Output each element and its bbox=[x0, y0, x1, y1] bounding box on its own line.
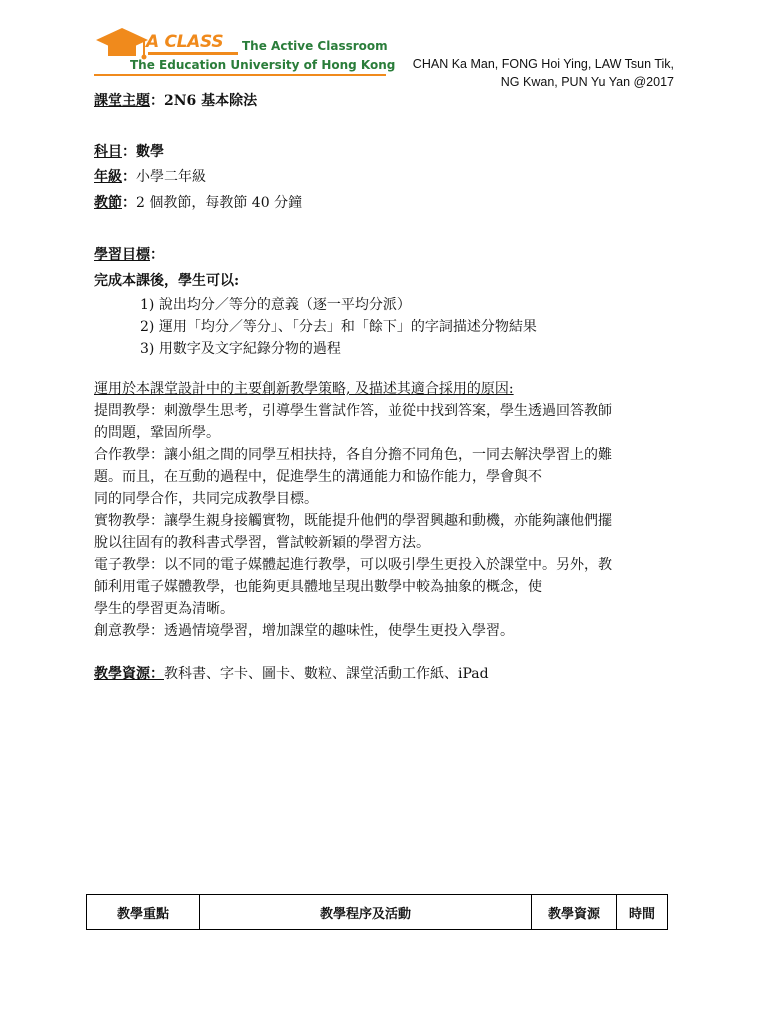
column-header-focus: 教學重點 bbox=[87, 895, 200, 930]
authors bbox=[413, 55, 674, 91]
lesson-plan-table bbox=[86, 894, 668, 930]
authors-line-1: CHAN Ka Man, FONG Hoi Ying, LAW Tsun Tik, bbox=[412, 57, 674, 71]
logo-university: The Education University of Hong Kong bbox=[130, 58, 396, 72]
strategy-line: 電子教學：以不同的電子媒體起進行教學，可以吸引學生更投入於課堂中。另外，教 bbox=[94, 557, 612, 573]
objective-item-3: 3) 用數字及文字紀錄分物的過程 bbox=[140, 341, 341, 357]
topic-label: 課堂主題 bbox=[94, 93, 150, 109]
objectives-heading-colon: ： bbox=[150, 247, 164, 263]
periods-label: 教節 bbox=[94, 195, 122, 211]
authors-line-2: NG Kwan, PUN Yu Yan @2017 bbox=[500, 75, 674, 89]
objectives-heading-label: 學習目標 bbox=[94, 247, 150, 263]
subject-line bbox=[94, 142, 164, 162]
grade-value: 小學二年級 bbox=[136, 169, 206, 185]
strategy-line: 師利用電子媒體教學，也能夠更具體地呈現出數學中較為抽象的概念，使 bbox=[94, 579, 542, 595]
column-header-resources: 教學資源 bbox=[532, 895, 617, 930]
grade-line bbox=[94, 167, 206, 187]
logo-tagline: The Active Classroom bbox=[242, 39, 388, 53]
strategy-line: 提問教學：刺激學生思考，引導學生嘗試作答，並從中找到答案，學生透過回答教師 bbox=[94, 403, 612, 419]
logo-brand: A CLASS bbox=[146, 32, 224, 52]
strategy-line: 創意教學：透過情境學習，增加課堂的趣味性，使學生更投入學習。 bbox=[94, 623, 514, 639]
periods-colon: ： bbox=[122, 195, 136, 211]
grade-label: 年級 bbox=[94, 169, 122, 185]
resources-line bbox=[94, 664, 489, 684]
resources-label: 教學資源： bbox=[94, 666, 164, 682]
periods-value: 2 個教節，每教節 40 分鐘 bbox=[136, 195, 303, 211]
topic-line bbox=[94, 91, 257, 111]
column-header-activities: 教學程序及活動 bbox=[200, 895, 532, 930]
strategy-line: 合作教學：讓小組之間的同學互相扶持，各自分擔不同角色，一同去解決學習上的難 bbox=[94, 447, 612, 463]
objective-item-1: 1) 說出均分／等分的意義（逐一平均分派） bbox=[140, 297, 411, 313]
grade-colon: ： bbox=[122, 169, 136, 185]
objectives-intro: 完成本課後，學生可以: bbox=[94, 273, 240, 289]
strategy-line: 學生的學習更為清晰。 bbox=[94, 601, 234, 617]
table-header-row bbox=[87, 895, 668, 930]
strategy-line: 題。而且，在互動的過程中，促進學生的溝通能力和協作能力，學會與不 bbox=[94, 469, 542, 485]
objective-item-2: 2) 運用「均分／等分」、「分去」和「餘下」的字詞描述分物結果 bbox=[140, 319, 537, 335]
topic-colon: ： bbox=[150, 93, 164, 109]
subject-value: 數學 bbox=[136, 144, 164, 160]
aclass-logo bbox=[94, 22, 396, 76]
periods-line bbox=[94, 193, 302, 213]
resources-value: 教科書、字卡、圖卡、數粒、課堂活動工作紙、iPad bbox=[164, 666, 489, 682]
strategies-heading: 運用於本課堂設計中的主要創新教學策略, 及描述其適合採用的原因: bbox=[94, 381, 514, 397]
strategy-line: 實物教學：讓學生親身接觸實物，既能提升他們的學習興趣和動機，亦能夠讓他們擺 bbox=[94, 513, 612, 529]
subject-colon: ： bbox=[122, 144, 136, 160]
objectives-heading bbox=[94, 245, 164, 265]
column-header-time: 時間 bbox=[617, 895, 668, 930]
strategy-line: 脫以往固有的教科書式學習，嘗試較新穎的學習方法。 bbox=[94, 535, 430, 551]
strategy-line: 的問題，鞏固所學。 bbox=[94, 425, 220, 441]
strategy-line: 同的同學合作，共同完成教學目標。 bbox=[94, 491, 318, 507]
subject-label: 科目 bbox=[94, 144, 122, 160]
topic-value: 2N6 基本除法 bbox=[164, 93, 258, 109]
strategies-body bbox=[94, 400, 669, 642]
